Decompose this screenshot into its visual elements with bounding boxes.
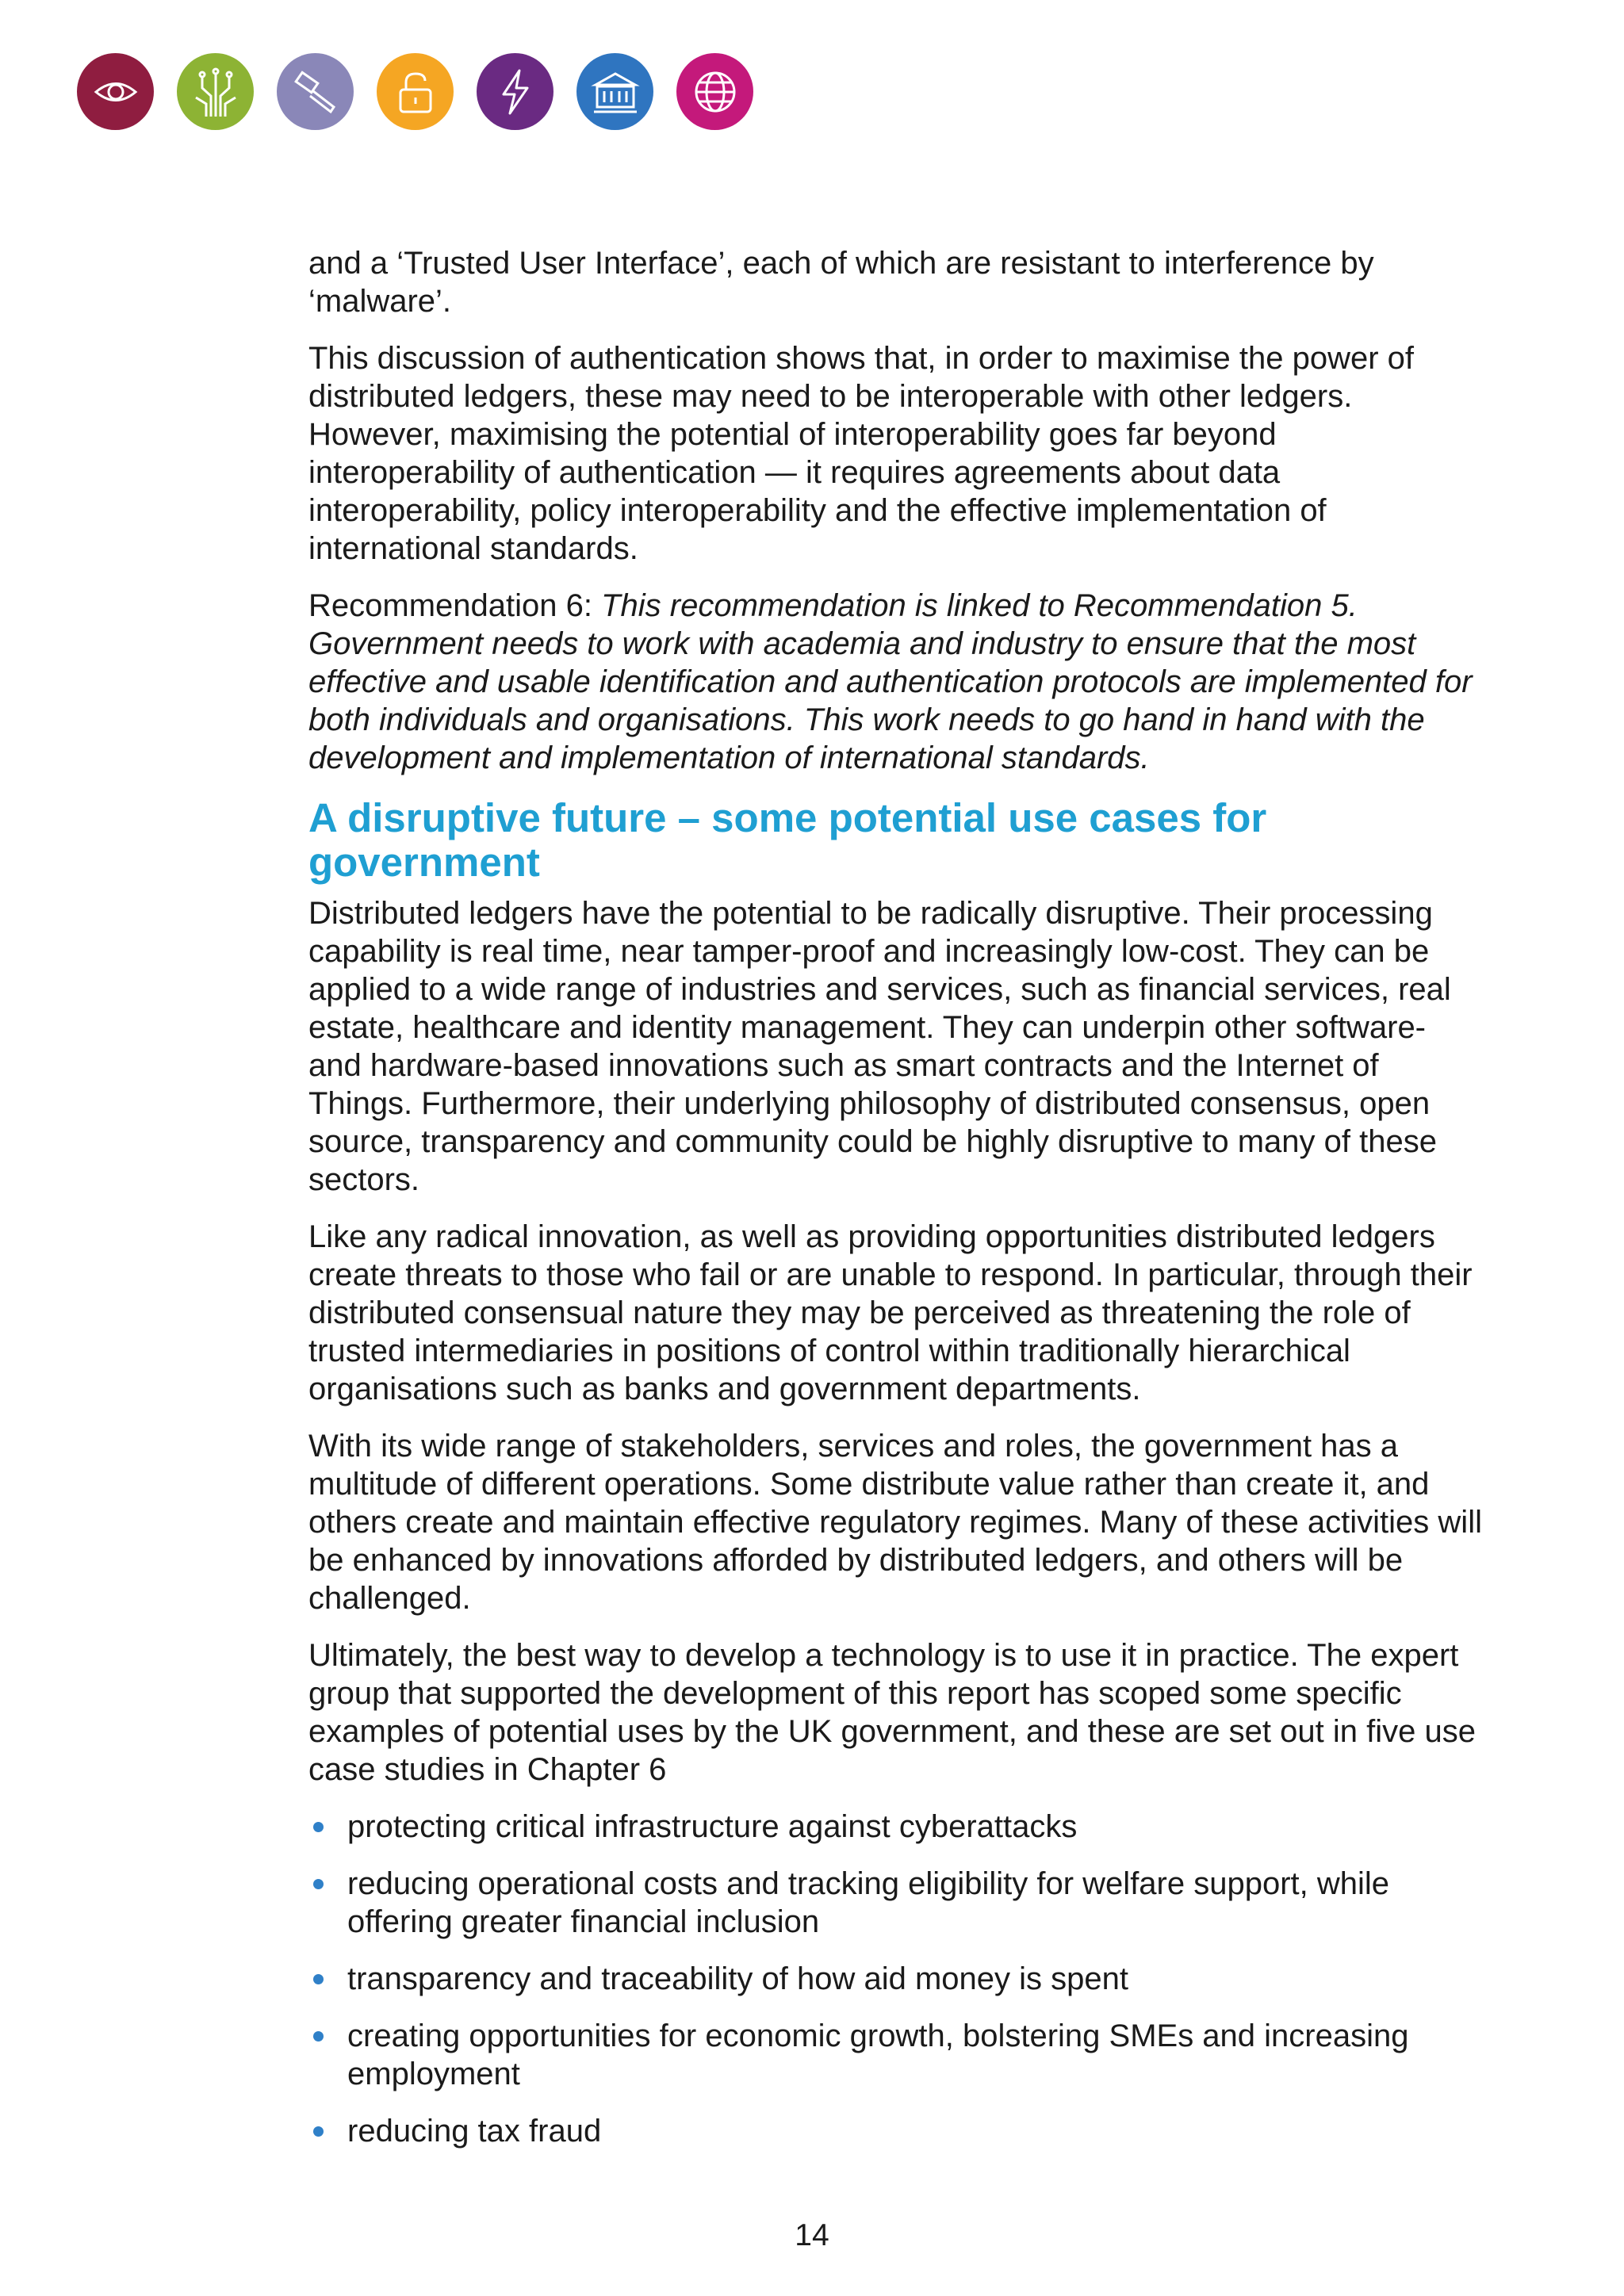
bullet-dot-icon [313,1822,324,1832]
recommendation-label: Recommendation 6: [308,588,592,623]
list-item-text: reducing tax fraud [347,2114,602,2149]
list-item-text: protecting critical infrastructure against cyberattacks [347,1809,1078,1844]
list-item [308,2017,1482,2093]
list-item-text: creating opportunities for economic growth, bolstering SMEs and increasing employment [347,2019,1409,2091]
body-paragraph: and a ‘Trusted User Interface’, each of which are resistant to interference by ‘malware’. [308,246,1374,319]
globe-icon [676,53,753,130]
lightning-icon [477,53,553,130]
body-paragraph: Distributed ledgers have the potential to be radically disruptive. Their processing capability is real time, near tamper-proof and increasingly low-cost. They can be applied to a wide range of industries and services, such as financial services, real estate, healthcare and identity management. They can underpin other software- and hardware-based innovations such as smart contracts and the Internet of Things. Furthermore, their underlying philosophy of distributed consensus, open source, transparency and community could be highly disruptive to many of these sectors. [308,896,1451,1197]
gavel-icon [277,53,354,130]
body-paragraph: This discussion of authentication shows that, in order to maximise the power of distributed ledgers, these may need to be interoperable with other ledgers. However, maximising the potential of interoperability goes far beyond interoperability of authentication — it requires agreements about data interoperability, policy interoperability and the effective implementation of international standards. [308,341,1415,566]
section-heading: A disruptive future – some potential use cases for government [308,795,1267,885]
circuit-icon [177,53,254,130]
list-item [308,1865,1482,1941]
recommendation-paragraph [308,587,1482,777]
padlock-icon [377,53,454,130]
list-item [308,2112,1482,2150]
body-paragraph: Like any radical innovation, as well as providing opportunities distributed ledgers create threats to those who fail or are unable to respond. In particular, through their distributed consensual nature they may be perceived as threatening the role of trusted intermediaries in positions of control within traditionally hierarchical organisations such as banks and government departments. [308,1219,1473,1406]
page-number: 14 [795,2218,829,2252]
body-paragraph: Ultimately, the best way to develop a technology is to use it in practice. The expert group that supported the development of this report has scoped some specific examples of potential uses by the UK government, and these are set out in five use case studies in Chapter 6 [308,1638,1476,1787]
recommendation-text: This recommendation is linked to Recommendation 5. Government needs to work with academia and industry to ensure that the most effective and usable identification and authentication protocols are implemented for both individuals and organisations. This work needs to go hand in hand with the development and implementation of international standards. [308,588,1473,775]
header-icon-row [77,53,753,130]
use-case-list [308,1808,1482,2150]
list-item [308,1960,1482,1998]
bullet-dot-icon [313,1974,324,1984]
bullet-dot-icon [313,2031,324,2042]
page-content [308,244,1482,2169]
list-item-text: transparency and traceability of how aid money is spent [347,1961,1128,1996]
bullet-dot-icon [313,1879,324,1889]
bank-icon [576,53,653,130]
bullet-dot-icon [313,2126,324,2137]
list-item [308,1808,1482,1846]
body-paragraph: With its wide range of stakeholders, services and roles, the government has a multitude of different operations. Some distribute value rather than create it, and others create and maintain effective regulatory regimes. Many of these activities will be enhanced by innovations afforded by distributed ledgers, and others will be challenged. [308,1429,1482,1616]
list-item-text: reducing operational costs and tracking eligibility for welfare support, while offering greater financial inclusion [347,1866,1390,1939]
eye-icon [77,53,154,130]
